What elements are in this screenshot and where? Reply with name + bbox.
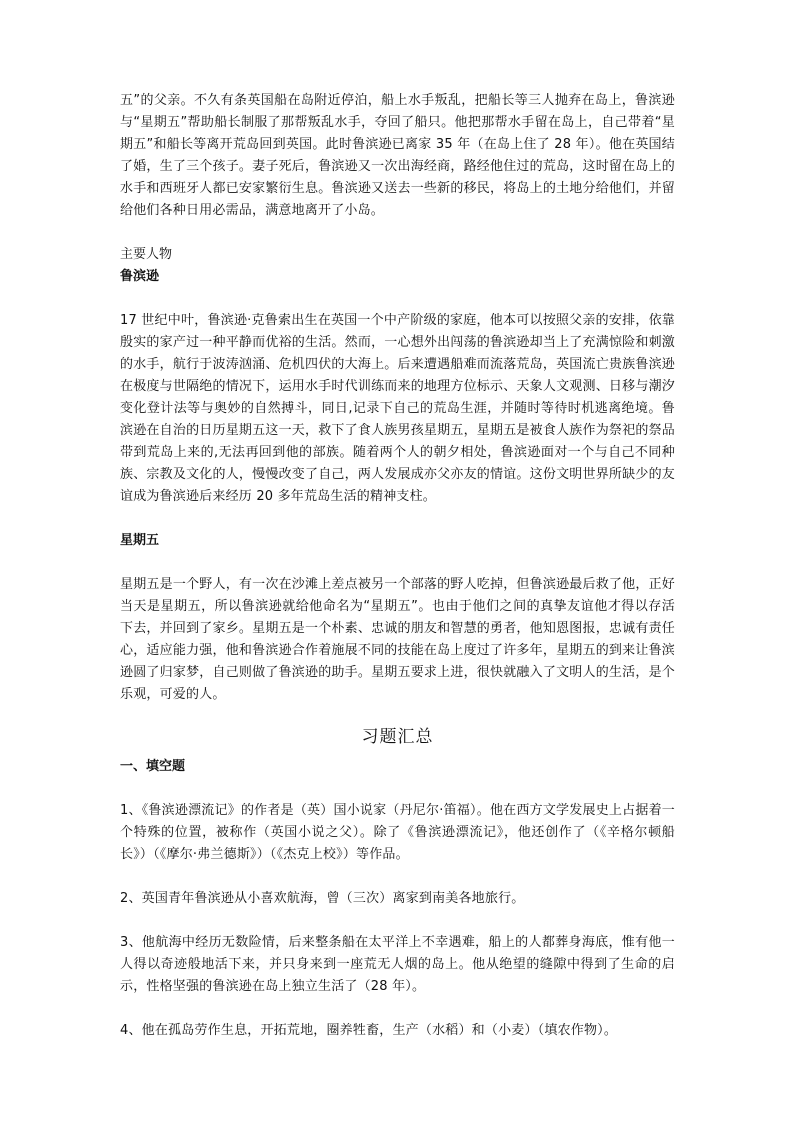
document-page — [120, 90, 675, 1042]
spacer — [120, 222, 675, 244]
exercise-item: 4、他在孤岛劳作生息，开拓荒地，圈养牲畜，生产（水稻）和（小麦）（填农作物）。 — [120, 1023, 618, 1038]
fill-in-blank-heading: 一、填空题 — [120, 759, 186, 774]
friday-heading: 星期五 — [120, 533, 160, 548]
spacer — [120, 778, 675, 800]
exercise-item: 2、英国青年鲁滨逊从小喜欢航海，曾（三次）离家到南美各地旅行。 — [120, 891, 525, 906]
exercise-item: 1、《鲁滨逊漂流记》的作者是（英）国小说家（丹尼尔·笛福）。他在西方文学发展史上占据着一个特殊的位置，被称作（英国小说之父）。除了《鲁滨逊漂流记》，他还创作了（《辛格尔顿船长》）（《摩尔·弗兰德斯》）（《杰克上校》）等作品。 — [120, 803, 675, 862]
spacer — [120, 910, 675, 932]
friday-description: 星期五是一个野人，有一次在沙滩上差点被另一个部落的野人吃掉，但鲁滨逊最后救了他，正好当天是星期五，所以鲁滨逊就给他命名为“星期五”。也由于他们之间的真挚友谊他才得以存活下去，并回到了家乡。星期五是一个朴素、忠诚的朋友和智慧的勇者，他知恩图报，忠诚有责任心，适应能力强，他和鲁滨逊合作着施展不同的技能在岛上度过了许多年，星期五的到来让鲁滨逊圆了归家梦，自己则做了鲁滨逊的助手。星期五要求上进，很快就融入了文明人的生活，是个乐观，可爱的人。 — [120, 577, 675, 702]
spacer — [120, 288, 675, 310]
exercises-title: 习题汇总 — [361, 727, 434, 747]
characters-heading: 主要人物 — [120, 247, 173, 262]
exercise-item: 3、他航海中经历无数险情，后来整条船在太平洋上不幸遇难，船上的人都葬身海底，惟有他一人得以奇迹般地活下来，并只身来到一座荒无人烟的岛上。他从绝望的缝隙中得到了生命的启示，性格坚强的鲁滨逊在岛上独立生活了（28 年）。 — [120, 935, 675, 994]
spacer — [120, 998, 675, 1020]
spacer — [120, 706, 675, 724]
spacer — [120, 866, 675, 888]
intro-paragraph: 五”的父亲。不久有条英国船在岛附近停泊，船上水手叛乱，把船长等三人抛弃在岛上，鲁滨逊与“星期五”帮助船长制服了那帮叛乱水手，夺回了船只。他把那帮水手留在岛上，自己带着“星期五”和船长等离开荒岛回到英国。此时鲁滨逊已离家 35 年（在岛上住了 28 年）。他在英国结了婚，生了三个孩子。妻子死后，鲁滨逊又一次出海经商，路经他住过的荒岛，这时留在岛上的水手和西班牙人都已安家繁衍生息。鲁滨逊又送去一些新的移民，将岛上的土地分给他们，并留给他们各种日用必需品，满意地离开了小岛。 — [120, 93, 675, 218]
spacer — [120, 552, 675, 574]
robinson-description: 17 世纪中叶，鲁滨逊·克鲁索出生在英国一个中产阶级的家庭，他本可以按照父亲的安排，依靠殷实的家产过一种平静而优裕的生活。然而，一心想外出闯荡的鲁滨逊却当上了充满惊险和刺激的水手，航行于波涛汹涌、危机四伏的大海上。后来遭遇船难而流落荒岛，英国流亡贵族鲁滨逊在极度与世隔绝的情况下，运用水手时代训练而来的地理方位标示、天象人文观测、日移与潮汐变化登计法等与奥妙的自然搏斗，同日,记录下自己的荒岛生涯，并随时等待时机逃离绝境。鲁滨逊在自治的日历星期五这一天，救下了食人族男孩星期五，星期五是被食人族作为祭祀的祭品带到荒岛上来的,无法再回到他的部族。随着两个人的朝夕相处，鲁滨逊面对一个与自己不同种族、宗教及文化的人，慢慢改变了自己，两人发展成亦父亦友的情谊。这份文明世界所缺少的友谊成为鲁滨逊后来经历 20 多年荒岛生活的精神支柱。 — [120, 313, 675, 504]
spacer — [120, 508, 675, 530]
robinson-heading: 鲁滨逊 — [120, 269, 160, 284]
